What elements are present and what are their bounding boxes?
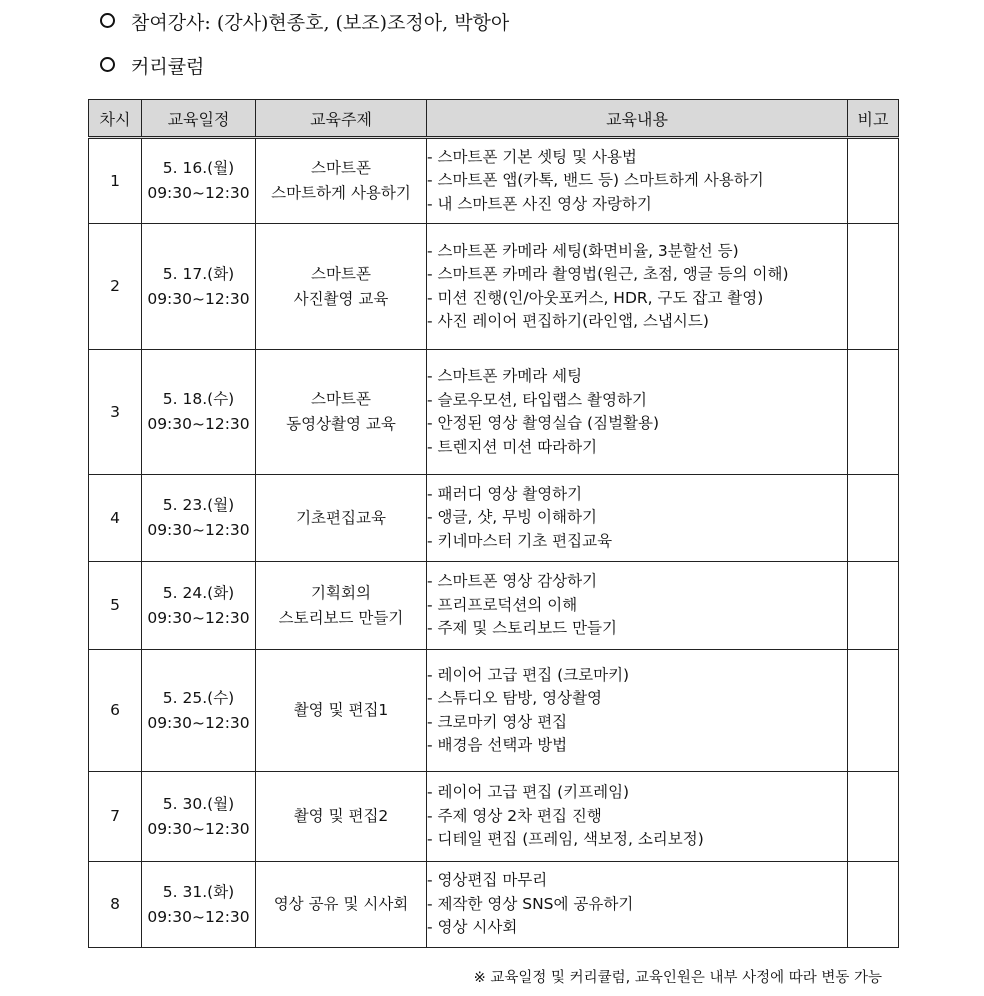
topic-cell [256,350,427,475]
table-body [89,138,899,948]
time-text: 09:30~12:30 [147,819,250,838]
date-cell [142,562,256,650]
circle-bullet-icon [100,57,115,72]
topic-line: 스마트폰 [311,264,371,283]
footnote: ※ 교육일정 및 커리큘럼, 교육인원은 내부 사정에 따라 변동 가능 [473,970,882,986]
content-item: - 트렌지션 미션 따라하기 [427,437,598,456]
content-cell [427,475,848,562]
content-item: - 키네마스터 기초 편집교육 [427,531,613,550]
session-cell: 3 [89,350,142,475]
note-cell [848,350,899,475]
table-row [89,650,899,772]
header-note: 비고 [848,100,899,138]
topic-line: 영상 공유 및 시사회 [273,895,409,913]
topic-line: 사진촬영 교육 [293,289,389,308]
topic-cell [256,138,427,224]
topic-line: 스마트폰 [311,390,371,408]
content-item: - 배경음 선택과 방법 [427,736,568,754]
time-text: 09:30~12:30 [147,713,250,732]
content-item: - 스마트폰 카메라 촬영법(원근, 초점, 앵글 등의 이해) [427,265,789,283]
table-row [89,224,899,350]
header-topic: 교육주제 [256,100,427,138]
topic-cell [256,224,427,350]
topic-line: 기초편집교육 [296,508,386,527]
curriculum-table [88,99,899,948]
topic-line: 촬영 및 편집2 [293,807,389,825]
note-cell [848,224,899,350]
content-item: - 앵글, 샷, 무빙 이해하기 [427,508,597,527]
session-cell: 7 [89,772,142,862]
date-text: 5. 16.(월) [162,159,235,177]
content-item: - 영상 시사회 [427,918,518,937]
table-row [89,772,899,862]
date-cell [142,138,256,224]
instructors-text: 참여강사: (강사)현종호, (보조)조정아, 박항아 [131,12,510,34]
content-item: - 프리프로덕션의 이해 [427,595,578,614]
date-cell [142,224,256,350]
content-item: - 레이어 고급 편집 (키프레임) [427,783,630,802]
topic-cell [256,772,427,862]
date-text: 5. 17.(화) [162,264,235,283]
time-text: 09:30~12:30 [147,608,250,627]
instructors-line [100,8,509,35]
content-item: - 미션 진행(인/아웃포커스, HDR, 구도 잡고 촬영) [427,288,764,307]
topic-cell [256,562,427,650]
date-text: 5. 23.(월) [162,496,235,514]
curriculum-heading-text: 커리큘럼 [131,56,205,78]
content-cell [427,562,848,650]
content-item: - 주제 영상 2차 편집 진행 [427,806,602,825]
content-cell [427,772,848,862]
session-cell: 8 [89,862,142,948]
time-text: 09:30~12:30 [147,289,250,308]
date-cell [142,350,256,475]
note-cell [848,650,899,772]
content-cell [427,650,848,772]
topic-line: 촬영 및 편집1 [293,701,389,719]
date-text: 5. 30.(월) [162,794,235,813]
date-text: 5. 25.(수) [162,688,235,707]
time-text: 09:30~12:30 [147,521,250,539]
topic-cell [256,650,427,772]
content-item: - 디테일 편집 (프레임, 색보정, 소리보정) [427,830,704,849]
date-text: 5. 24.(화) [162,583,235,602]
circle-bullet-icon [100,13,115,28]
session-cell: 4 [89,475,142,562]
topic-line: 동영상촬영 교육 [286,415,396,433]
note-cell [848,772,899,862]
date-cell [142,650,256,772]
content-item: - 제작한 영상 SNS에 공유하기 [427,894,634,913]
time-text: 09:30~12:30 [147,907,250,926]
session-cell: 1 [89,138,142,224]
session-cell: 6 [89,650,142,772]
header-session: 차시 [89,100,142,138]
topic-line: 스마트폰 [311,159,371,177]
table-header-row [89,100,899,138]
table-row [89,350,899,475]
content-item: - 주제 및 스토리보드 만들기 [427,619,618,638]
date-text: 5. 18.(수) [162,390,235,408]
session-cell: 5 [89,562,142,650]
topic-cell [256,475,427,562]
date-cell [142,772,256,862]
content-item: - 스마트폰 앱(카톡, 밴드 등) 스마트하게 사용하기 [427,171,764,190]
content-item: - 슬로우모션, 타입랩스 촬영하기 [427,390,647,409]
table-row [89,862,899,948]
content-item: - 영상편집 마무리 [427,871,548,890]
table-row [89,562,899,650]
content-item: - 패러디 영상 촬영하기 [427,484,583,503]
content-item: - 스마트폰 카메라 세팅(화면비율, 3분할선 등) [427,241,739,260]
date-text: 5. 31.(화) [162,882,235,901]
content-cell [427,138,848,224]
content-cell [427,224,848,350]
content-item: - 스튜디오 탐방, 영상촬영 [427,689,603,707]
topic-cell [256,862,427,948]
content-cell [427,350,848,475]
topic-line: 스마트하게 사용하기 [271,184,411,202]
note-cell [848,862,899,948]
content-item: - 내 스마트폰 사진 영상 자랑하기 [427,194,652,213]
content-item: - 크로마키 영상 편집 [427,712,568,731]
content-item: - 스마트폰 영상 감상하기 [427,572,598,591]
table-row [89,475,899,562]
topic-line: 기획회의 [311,583,371,602]
topic-line: 스토리보드 만들기 [278,608,404,627]
curriculum-heading [100,52,204,79]
header-content: 교육내용 [427,100,848,138]
time-text: 09:30~12:30 [147,415,250,433]
header-date: 교육일정 [142,100,256,138]
content-cell [427,862,848,948]
note-cell [848,562,899,650]
content-item: - 사진 레이어 편집하기(라인앱, 스냅시드) [427,312,709,330]
content-item: - 레이어 고급 편집 (크로마키) [427,665,630,684]
session-cell: 2 [89,224,142,350]
content-item: - 스마트폰 카메라 세팅 [427,367,583,385]
time-text: 09:30~12:30 [147,184,250,202]
date-cell [142,475,256,562]
date-cell [142,862,256,948]
table-row [89,138,899,224]
content-item: - 스마트폰 기본 셋팅 및 사용법 [427,147,637,166]
note-cell [848,138,899,224]
note-cell [848,475,899,562]
content-item: - 안정된 영상 촬영실습 (짐벌활용) [427,414,660,432]
